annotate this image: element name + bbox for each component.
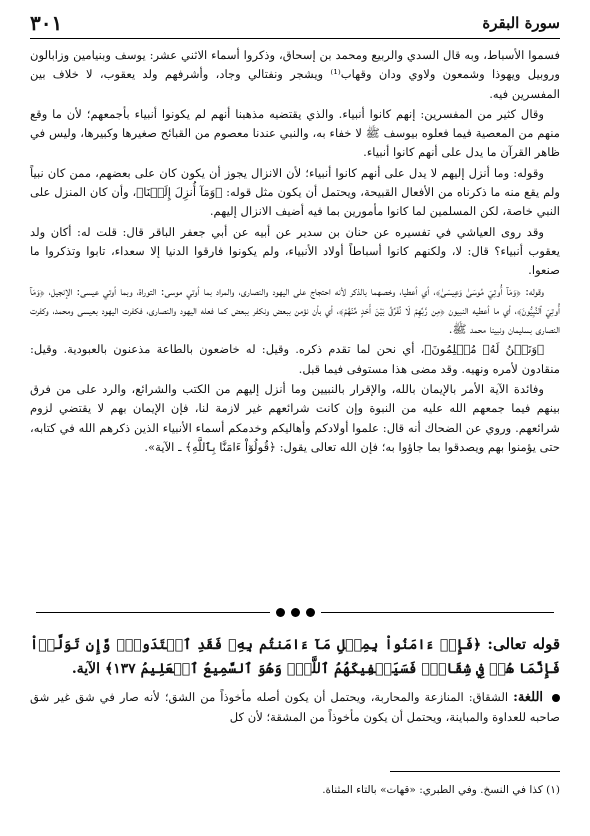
paragraph-6: ﴿وَنَحۡنُ لَهُۥ مُسۡلِمُونَ﴾، أي نحن لما تقدم ذكره. وقيل: له خاضعون بالطاعة مذعنون بالعبودية. وقيل: منقادون لأمره ونهيه. وقد مضى هذا مستوفى فيما قبل. — [30, 342, 560, 376]
paragraph-3: وقوله: وما أنزل إليهم لا يدل على أنهم كانوا أنبياء؛ لأن الانزال يجوز أن يكون كان على بعضهم، ممن كان نبياً ولم يقع منه ما ذكرناه من الأفعال القبيحة، ويحتمل أن يكون مثل قوله: ﴿وَمَآ أُنزِلَ إِلَيۡنَا﴾، وأن كان المنزل على النبي خاصة، لكن المسلمين لما كانوا مأمورين بما فيه أضيف الانزال إليهم. — [30, 165, 560, 219]
page-header — [30, 8, 560, 39]
paragraph-4: وقد روى العياشي في تفسيره عن حنان بن سدير عن أبيه عن أبي جعفر الباقر قال: قلت له: أكان ولد يعقوب أنبياء؟ قال: لا، ولكنهم كانوا أسباطاً أولاد الأنبياء، ولم يكونوا فارقوا الدنيا إلا سعداء، تابوا وتذكروا ما صنعوا. — [30, 224, 560, 278]
verse-text: ﴿فَإِنۡ ءَامَنُواْ بِمِثۡلِ مَآ ءَامَنتُم بِهِۦ فَقَدِ ٱهۡتَدَواْۖ وَّإِن تَوَلَّوۡاْ فَإِنَّمَا هُمۡ فِي شِقَاقٖۖ فَسَيَكۡفِيكَهُمُ ٱللَّهُۚ وَهُوَ ٱلسَّمِيعُ ٱلۡعَلِيمُ ١٣٧﴾ — [30, 637, 560, 677]
footnote-divider — [390, 771, 560, 772]
verse-suffix: الآية. — [71, 661, 101, 677]
paragraph-7: وفائدة الآية الأمر بالإيمان بالله، والإقرار بالنبيين وما أنزل إليهم من الكتب والشرائع، والرد على من فرق بينهم فيما جمعهم الله عليه من النبوة وإن كانت شرائعهم غير لازمة لنا، فإن الإيمان بهم لا يقتضي لزوم شرائعهم. وروي عن الضحاك أنه قال: علموا أولادكم وأهاليكم وخدمكم أسماء الأنبياء الذين ذكرهم الله في كتابه، حتى يؤمنوا بهم ويصدقوا بما جاؤوا به؛ فإن الله تعالى يقول: ﴿قُولُوٓاْ ءَامَنَّا بِٱللَّهِ﴾ ـ الآية». — [30, 382, 560, 454]
lugha-text: الشقاق: المنازعة والمحاربة، ويحتمل أن يكون أصله مأخوذاً من الشق؛ لأنه صار في شق غير شق صاحبه للعداوة والمباينة، ويحتمل أن يكون مأخوذاً من المشقة؛ لأن كل — [30, 690, 560, 724]
dot-icon — [306, 608, 315, 617]
dot-icon — [276, 608, 285, 617]
paragraph-2: وقال كثير من المفسرين: إنهم كانوا أنبياء. والذي يقتضيه مذهبنا أنهم لم يكونوا أنبياء بأجمعهم؛ لأن ما وقع منهم من المعصية فيما فعلوه بيوسف ﷺ لا خفاء به، والنبي عندنا معصوم من القبائح صغيرها وكبيرها، وليس في ظاهر القرآن ما يدل على أنهم كانوا أنبياء. — [30, 106, 560, 160]
sura-title: سورة البقرة — [482, 14, 560, 32]
bullet-icon — [552, 694, 560, 702]
lugha-section — [30, 688, 560, 727]
separator-dots — [276, 608, 315, 617]
paragraph-1: فسموا الأسباط، وبه قال السدي والربيع ومحمد بن إسحاق، وذكروا أسماء الاثني عشر: يوسف وبنيامين وزابالون وروبيل ويهوذا وشمعون ولاوي ودان وقهاب⁽¹⁾ ويشجر ونفتالي وجاد، وأشرفهم ولد يعقوب، لا خلاف بين المفسرين فيه. — [30, 48, 560, 101]
verse-lead: قوله تعالى: — [487, 635, 561, 653]
verse-block — [30, 632, 560, 681]
commentary-body — [30, 46, 560, 458]
lugha-label: اللغة: — [513, 690, 544, 705]
page-number: ٣٠١ — [30, 11, 63, 35]
dot-icon — [291, 608, 300, 617]
paragraph-5: وقوله: ﴿وَمَآ أُوتِيَ مُوسَىٰ وَعِيسَىٰ﴾، أي أعطيا، وخصهما بالذكر لأنه احتجاج على اليهود والنصارى، والمراد بما أوتي موسى: التوراة، وبما أوتي عيسى: الإنجيل، ﴿وَمَآ أُوتِيَ ٱلنَّبِيُّونَ﴾، أي ما أعطيه النبيون ﴿مِن رَّبِّهِمۡ لَا نُفَرِّقُ بَيۡنَ أَحَدٍ مِّنۡهُمۡ﴾، أي بأن نؤمن ببعض ونكفر ببعض كما فعله اليهود والنصارى، فكفرت اليهود بعيسى ومحمد، وكفرت النصارى بسليمان ونبينا محمد ﷺ. — [30, 283, 560, 337]
footnote: (١) كذا في النسخ. وفي الطبري: «قهات» بالتاء المثناة. — [322, 784, 560, 796]
section-separator — [30, 601, 560, 623]
